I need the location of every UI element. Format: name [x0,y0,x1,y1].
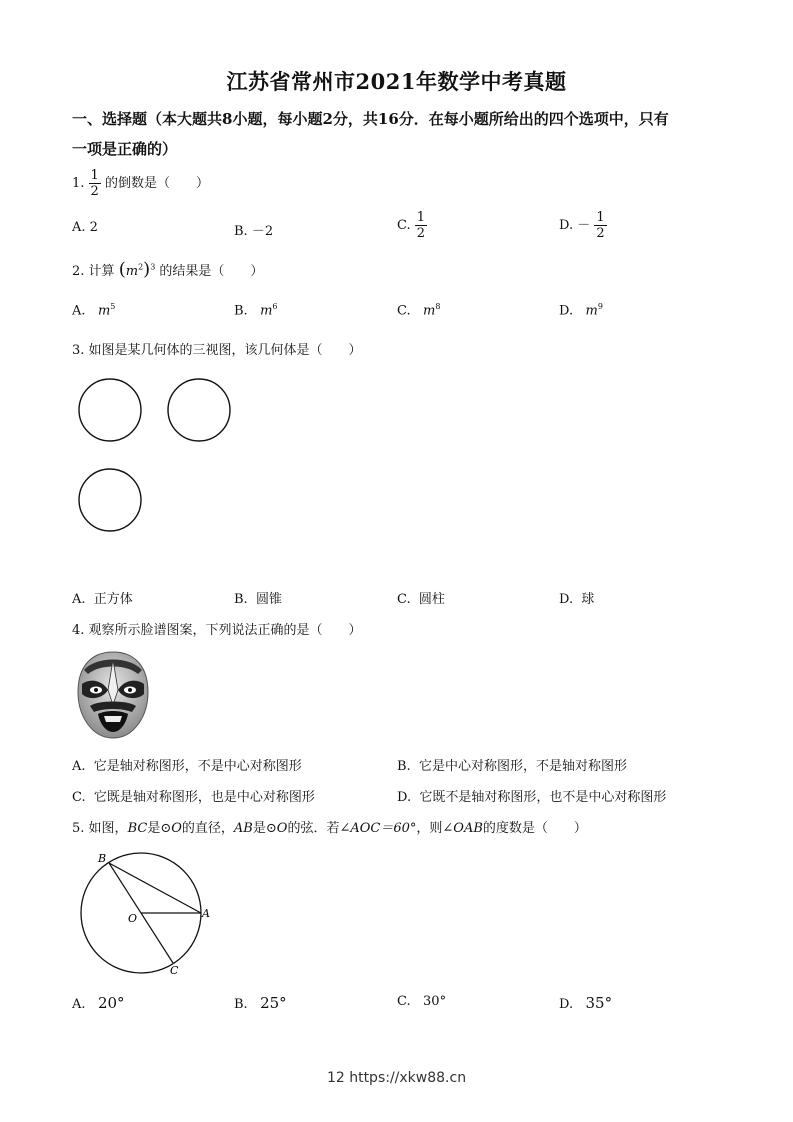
option-label: D. [559,592,574,607]
q2-number: 2. [72,264,85,279]
q4-option-a [72,755,302,774]
option-label: C. [397,994,411,1009]
q2-outer-exp: 3 [150,262,156,272]
option-value: 25° [260,994,287,1012]
q5-angle-aoc: ∠AOC＝60° [339,821,417,836]
option-fraction [594,210,606,241]
option-value: 它既不是轴对称图形，也不是中心对称图形 [419,790,667,805]
q2-option-b [234,302,278,318]
q2-option-d [559,302,603,318]
q3-option-c [397,588,445,607]
top-view-circle [79,469,141,531]
q4-option-d [397,786,666,805]
option-prefix: － [577,218,591,233]
q4-text: 观察所示脸谱图案，下列说法正确的是（ ） [88,623,362,638]
q5-o: O [276,821,288,836]
option-exp: 8 [435,302,441,311]
option-value: 圆锥 [255,592,282,607]
label-b: B [98,852,107,865]
option-label: C. [397,303,411,319]
option-value: 20° [97,994,125,1012]
q1-option-d [559,210,607,241]
option-value: 2 [89,220,98,235]
q1-frac-den: 2 [90,184,99,199]
option-value: 35° [585,994,613,1012]
label-c: C [170,964,179,977]
option-value: 30° [423,994,447,1009]
q5-ab: AB [233,821,253,836]
q5-option-b [234,994,287,1012]
option-value: 它是中心对称图形，不是轴对称图形 [418,759,627,774]
option-label: A. [72,592,86,607]
q5-o: O [171,821,182,836]
option-label: A. [72,997,86,1012]
q5-number: 5. [72,821,85,836]
q4-option-b [397,755,627,774]
option-label: C. [397,592,411,607]
q1-text: 的倒数是（ ） [104,176,209,191]
frac-num: 1 [596,210,605,225]
question-4 [72,619,362,638]
circle-geometry-figure [78,850,228,980]
q3-number: 3. [72,343,85,358]
q5-option-d [559,994,612,1012]
q1-number: 1. [72,176,85,191]
option-label: D. [397,790,412,805]
option-value: 它既是轴对称图形，也是中心对称图形 [93,790,315,805]
page-title: 江苏省常州市2021年数学中考真题 [226,69,567,94]
q3-text: 如图是某几何体的三视图，该几何体是（ ） [88,343,362,358]
option-base: m [585,303,598,319]
q3-option-a [72,588,133,607]
option-label: B. [234,224,248,239]
option-label: C. [72,790,86,805]
option-value: －2 [251,224,274,239]
q4-number: 4. [72,623,85,638]
q5-option-a [72,994,125,1012]
q1-option-a [72,220,98,235]
q5-text: ，则 [416,821,443,836]
q2-base: m [125,264,139,279]
q3-option-d [559,588,594,607]
frac-num: 1 [416,210,426,225]
three-views-figure [70,375,250,540]
option-label: B. [234,303,248,319]
q2-option-c [397,302,440,318]
frac-den: 2 [416,226,426,241]
q1-frac-num: 1 [90,168,99,183]
option-label: C. [397,218,411,233]
page-footer: 12 https://xkw88.cn [326,1070,467,1086]
q5-text: 的度数是（ ） [482,821,587,836]
option-label: D. [559,303,574,319]
opera-mask-image [76,650,150,740]
label-o: O [128,912,138,925]
q5-text: 是⊙ [147,821,172,836]
option-label: B. [234,592,248,607]
option-label: A. [72,759,86,774]
section-heading-line1: 一、选择题（本大题共8小题，每小题2分，共16分．在每小题所给出的四个选项中，只有 [72,110,669,128]
option-label: B. [234,997,248,1012]
option-label: A. [72,220,86,235]
option-exp: 5 [110,302,116,311]
option-base: m [260,303,273,319]
q4-option-c [72,786,315,805]
q1-option-b [234,220,273,239]
option-label: B. [397,759,411,774]
option-label: D. [559,218,574,233]
question-3 [72,339,362,358]
q5-angle-oab: ∠OAB [442,821,483,836]
side-view-circle [168,379,230,441]
question-5 [72,817,587,836]
q5-bc: BC [127,821,148,836]
option-base: m [423,303,436,319]
q5-option-c [397,994,446,1009]
front-view-circle [79,379,141,441]
q1-fraction [89,168,101,199]
option-label: D. [559,997,574,1012]
q3-option-b [234,588,282,607]
option-label: A. [72,303,86,319]
q2-text: 的结果是（ ） [159,264,264,279]
question-2: 2. 计算 $(m^2)^3$ 的结果是（ ） [72,259,264,280]
q2-inner-exp: 2 [138,262,144,272]
question-1 [72,168,209,199]
q1-option-c [397,210,427,241]
option-exp: 9 [597,302,603,311]
q2-prefix: 计算 [88,264,115,279]
option-value: 它是轴对称图形，不是中心对称图形 [93,759,302,774]
q5-text: 如图， [88,821,128,836]
q5-text: 的弦．若 [287,821,340,836]
option-exp: 6 [272,302,278,311]
option-value: 正方体 [93,592,133,607]
label-a: A [202,907,210,920]
option-base: m [97,303,111,319]
option-value: 圆柱 [418,592,445,607]
q5-text: 是⊙ [252,821,277,836]
option-fraction [415,210,427,241]
option-value: 球 [581,592,595,607]
q5-text: 的直径， [181,821,234,836]
q2-option-a [72,302,115,318]
frac-den: 2 [596,226,605,241]
section-heading-line2: 一项是正确的） [72,140,178,158]
chord-ab [109,863,201,913]
